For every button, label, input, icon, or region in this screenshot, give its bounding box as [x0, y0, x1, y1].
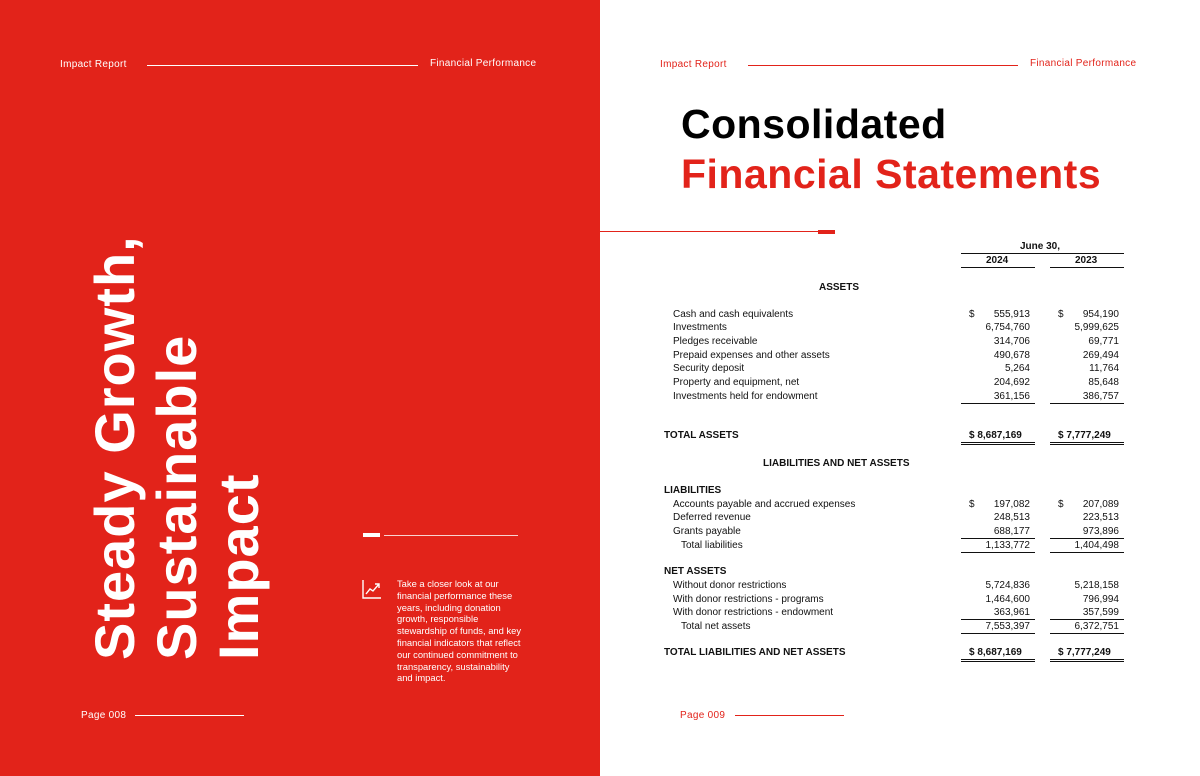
currency-symbol: $ [1058, 309, 1064, 320]
value-2024: 688,177 [993, 526, 1030, 537]
column-2023: 2023 [1075, 255, 1098, 266]
row-label: Prepaid expenses and other assets [673, 350, 830, 361]
row-label: Investments [673, 322, 727, 333]
section-title-line: Sustainable [145, 334, 208, 660]
footer-divider [135, 715, 244, 716]
row-label: Investments held for endowment [673, 391, 818, 402]
value-2024: 1,464,600 [985, 594, 1030, 605]
liabilities-net-heading: LIABILITIES AND NET ASSETS [763, 458, 910, 469]
page-title-line1: Consolidated [681, 101, 947, 147]
page-title-line2: Financial Statements [681, 151, 1102, 197]
header-section-label: Financial Performance [430, 58, 537, 69]
row-label: With donor restrictions - programs [673, 594, 824, 605]
value-2024: 361,156 [993, 391, 1030, 402]
right-page [600, 0, 1200, 776]
value-2023: 11,764 [1089, 363, 1119, 374]
subtotal-rule [1050, 538, 1124, 539]
total-liabilities-2023: 1,404,498 [1074, 540, 1119, 551]
financial-statement [600, 0, 1200, 776]
currency-symbol: $ [969, 309, 975, 320]
column-rule [1050, 267, 1124, 268]
total-assets-2024: $ 8,687,169 [969, 430, 1022, 441]
header-rule [961, 253, 1124, 254]
net-assets-heading: NET ASSETS [664, 566, 727, 577]
section-title-line: Steady Growth, [83, 235, 146, 660]
value-2023: 85,648 [1088, 377, 1119, 388]
value-2024: 490,678 [993, 350, 1030, 361]
value-2024: 5,264 [1004, 363, 1030, 374]
subtotal-rule [961, 403, 1035, 404]
total-liabilities-2024: 1,133,772 [985, 540, 1030, 551]
double-rule [961, 659, 1035, 662]
double-rule [1050, 442, 1124, 445]
subtotal-rule [1050, 552, 1124, 553]
double-rule [1050, 659, 1124, 662]
value-2023: 357,599 [1082, 607, 1119, 618]
value-2023: 5,999,625 [1074, 322, 1119, 333]
value-2023: 223,513 [1082, 512, 1119, 523]
value-2023: 796,994 [1082, 594, 1119, 605]
trend-chart-icon [362, 579, 382, 599]
header-section-label: Financial Performance [1030, 58, 1137, 69]
row-label: With donor restrictions - endowment [673, 607, 834, 618]
row-label: Cash and cash equivalents [673, 309, 794, 320]
row-label: Security deposit [673, 363, 745, 374]
total-liabilities-net-2024: $ 8,687,169 [969, 647, 1022, 658]
liabilities-heading: LIABILITIES [664, 485, 722, 496]
value-2024: 363,961 [993, 607, 1030, 618]
value-2024: 6,754,760 [985, 322, 1030, 333]
total-assets-2023: $ 7,777,249 [1058, 430, 1111, 441]
row-label: Property and equipment, net [673, 377, 800, 388]
header-divider [147, 65, 418, 66]
assets-heading: ASSETS [819, 282, 860, 293]
description-divider [384, 535, 518, 536]
header-report-label: Impact Report [60, 59, 127, 70]
value-2023: 5,218,158 [1074, 580, 1119, 591]
currency-symbol: $ [1058, 499, 1064, 510]
row-label: Deferred revenue [673, 512, 751, 523]
total-assets-label: TOTAL ASSETS [664, 430, 739, 441]
total-liabilities-net-label: TOTAL LIABILITIES AND NET ASSETS [664, 647, 846, 658]
value-2023: 69,771 [1088, 336, 1119, 347]
subtotal-rule [961, 619, 1035, 620]
description-text: Take a closer look at our financial performance these years, including donation growth, responsible stewardship of funds, and key financial indicators that reflect our continued commitment to transparency, sustainability and impact. [397, 578, 522, 684]
subtotal-rule [1050, 403, 1124, 404]
header-report-label: Impact Report [660, 59, 727, 70]
double-rule [961, 442, 1035, 445]
value-2023: 386,757 [1082, 391, 1119, 402]
subtotal-rule [961, 633, 1035, 634]
column-2024: 2024 [986, 255, 1009, 266]
subtotal-rule [1050, 633, 1124, 634]
value-2024: 314,706 [993, 336, 1030, 347]
page-number: Page 008 [81, 710, 127, 721]
value-2024: 197,082 [993, 499, 1030, 510]
period-label: June 30, [1020, 241, 1061, 252]
value-2024: 204,692 [993, 377, 1030, 388]
value-2023: 269,494 [1082, 350, 1119, 361]
total-net-assets-label: Total net assets [681, 621, 751, 632]
value-2023: 954,190 [1082, 309, 1119, 320]
subtotal-rule [961, 538, 1035, 539]
value-2024: 248,513 [993, 512, 1030, 523]
value-2023: 973,896 [1082, 526, 1119, 537]
section-title [83, 235, 270, 660]
footer-divider [735, 715, 844, 716]
total-liabilities-label: Total liabilities [681, 540, 743, 551]
column-rule [961, 267, 1035, 268]
page-number: Page 009 [680, 710, 726, 721]
section-title-line: Impact [207, 473, 270, 660]
total-liabilities-net-2023: $ 7,777,249 [1058, 647, 1111, 658]
subtotal-rule [1050, 619, 1124, 620]
subtotal-rule [961, 552, 1035, 553]
value-2024: 5,724,836 [985, 580, 1030, 591]
accent-bar [363, 533, 380, 537]
value-2024: 555,913 [993, 309, 1030, 320]
value-2023: 207,089 [1082, 499, 1119, 510]
total-net-assets-2023: 6,372,751 [1074, 621, 1119, 632]
row-label: Grants payable [673, 526, 741, 537]
row-label: Without donor restrictions [673, 580, 787, 591]
total-net-assets-2024: 7,553,397 [985, 621, 1030, 632]
row-label: Pledges receivable [673, 336, 758, 347]
row-label: Accounts payable and accrued expenses [673, 499, 856, 510]
currency-symbol: $ [969, 499, 975, 510]
